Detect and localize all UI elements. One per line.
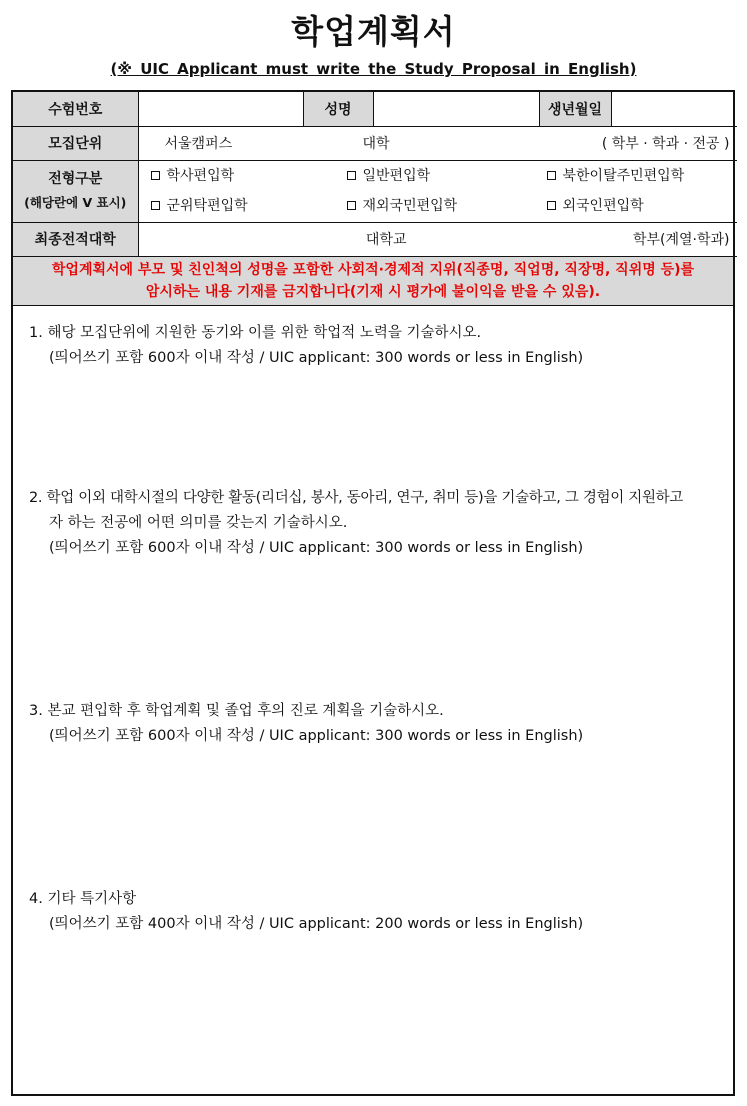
admission-type-label bbox=[13, 160, 138, 222]
question-1-text: 1. 해당 모집단위에 지원한 동기와 이를 위한 학업적 노력을 기술하시오. bbox=[29, 325, 482, 341]
question-2-text-line-1: 2. 학업 이외 대학시절의 다양한 활동(리더십, 봉사, 동아리, 연구, 취미 등)을 기술하고, 그 경험이 지원하고 bbox=[29, 490, 684, 506]
study-plan-form bbox=[11, 90, 735, 1096]
birthdate-label: 생년월일 bbox=[539, 92, 611, 126]
recruit-unit-field[interactable] bbox=[138, 126, 737, 160]
question-1 bbox=[29, 321, 583, 371]
table-row bbox=[13, 160, 737, 222]
checkbox-icon[interactable] bbox=[547, 171, 556, 180]
option-foreigner-transfer[interactable]: 외국인편입학 bbox=[547, 191, 717, 221]
unit-text: ( 학부 · 학과 · 전공 ) bbox=[601, 136, 730, 152]
warning-line-1: 학업계획서에 부모 및 친인척의 성명을 포함한 사회적·경제적 지위(직종명, 직업명, 직장명, 직위명 등)를 bbox=[51, 261, 695, 278]
document-subtitle: (※ UIC Applicant must write the Study Proposal in English) bbox=[110, 60, 637, 78]
admission-type-options bbox=[138, 160, 737, 222]
exam-number-label: 수험번호 bbox=[13, 92, 138, 126]
option-north-korean-defector[interactable]: 북한이탈주민편입학 bbox=[547, 161, 717, 191]
option-bachelor-transfer[interactable]: 학사편입학 bbox=[151, 161, 347, 191]
option-overseas-korean[interactable]: 재외국민편입학 bbox=[347, 191, 547, 221]
table-row bbox=[13, 222, 737, 256]
option-general-transfer[interactable]: 일반편입학 bbox=[347, 161, 547, 191]
table-row bbox=[13, 126, 737, 160]
warning-notice bbox=[13, 257, 733, 306]
question-4-note: (띄어쓰기 포함 400자 이내 작성 / UIC applicant: 200 words or less in English) bbox=[49, 916, 584, 932]
department-text: 학부(계열·학과) bbox=[632, 232, 730, 248]
question-3 bbox=[29, 699, 583, 749]
name-label: 성명 bbox=[303, 92, 373, 126]
recruit-unit-label: 모집단위 bbox=[13, 126, 138, 160]
last-university-field[interactable] bbox=[138, 222, 737, 256]
checkbox-icon[interactable] bbox=[151, 171, 160, 180]
document-title: 학업계획서 bbox=[291, 12, 456, 51]
option-military-commission[interactable]: 군위탁편입학 bbox=[151, 191, 347, 221]
university-text: 대학교 bbox=[365, 232, 407, 248]
checkbox-icon[interactable] bbox=[347, 171, 356, 180]
exam-number-field[interactable] bbox=[138, 92, 303, 126]
question-2-note: (띄어쓰기 포함 600자 이내 작성 / UIC applicant: 300 words or less in English) bbox=[49, 540, 584, 556]
campus-text: 서울캠퍼스 bbox=[164, 136, 233, 152]
last-university-label: 최종전적대학 bbox=[13, 222, 138, 256]
checkbox-icon[interactable] bbox=[151, 201, 160, 210]
admission-type-title: 전형구분 bbox=[48, 171, 103, 187]
birthdate-field[interactable] bbox=[611, 92, 737, 126]
question-3-note: (띄어쓰기 포함 600자 이내 작성 / UIC applicant: 300 words or less in English) bbox=[49, 728, 584, 744]
table-row bbox=[13, 92, 737, 126]
college-text: 대학 bbox=[362, 136, 390, 152]
question-2 bbox=[29, 486, 741, 561]
question-1-note: (띄어쓰기 포함 600자 이내 작성 / UIC applicant: 300 words or less in English) bbox=[49, 350, 584, 366]
name-field[interactable] bbox=[373, 92, 539, 126]
admission-type-sublabel: (해당란에 V 표시) bbox=[24, 195, 127, 210]
checkbox-icon[interactable] bbox=[347, 201, 356, 210]
question-4 bbox=[29, 887, 583, 937]
question-3-text: 3. 본교 편입학 후 학업계획 및 졸업 후의 진로 계획을 기술하시오. bbox=[29, 703, 444, 719]
checkbox-icon[interactable] bbox=[547, 201, 556, 210]
warning-line-2: 암시하는 내용 기재를 금지합니다(기재 시 평가에 불이익을 받을 수 있음). bbox=[145, 283, 601, 300]
question-2-text-line-2: 자 하는 전공에 어떤 의미를 갖는지 기술하시오. bbox=[49, 515, 348, 531]
question-4-text: 4. 기타 특기사항 bbox=[29, 891, 137, 907]
applicant-info-table bbox=[13, 92, 737, 257]
